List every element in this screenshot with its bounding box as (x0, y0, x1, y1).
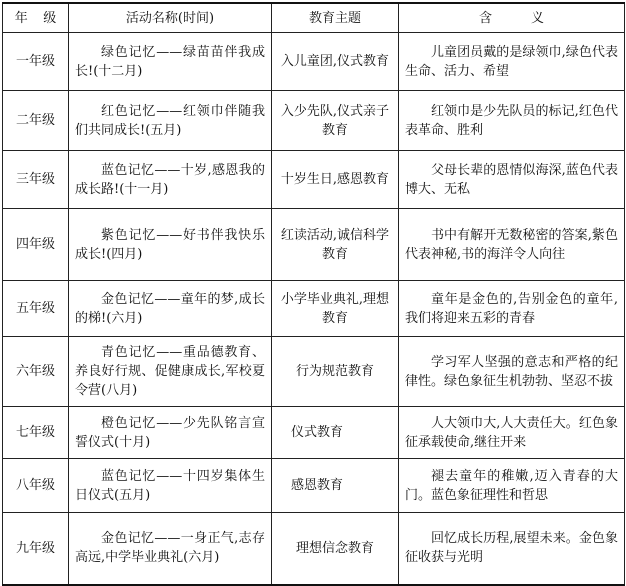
table-row (3, 281, 625, 337)
activity-cell: 蓝色记忆——十四岁集体生日仪式(五月) (69, 459, 272, 513)
grade-cell: 二年级 (3, 91, 69, 151)
theme-cell: 红读活动,诚信科学教育 (272, 209, 399, 281)
grade-cell: 九年级 (3, 513, 69, 585)
theme-cell: 十岁生日,感恩教育 (272, 151, 399, 209)
activity-cell: 紫色记忆——好书伴我快乐成长!(四月) (69, 209, 272, 281)
meaning-cell: 学习军人坚强的意志和严格的纪律性。绿色象征生机勃勃、坚忍不拔 (399, 337, 625, 407)
growth-memory-table (2, 2, 625, 586)
meaning-cell: 褪去童年的稚嫩,迈入青春的大门。蓝色象征理性和哲思 (399, 459, 625, 513)
meaning-cell: 人大领巾大,人大责任大。红色象征承载使命,继往开来 (399, 407, 625, 459)
table-row (3, 407, 625, 459)
header-activity: 活动名称(时间) (69, 3, 272, 33)
table-row (3, 209, 625, 281)
grade-cell: 四年级 (3, 209, 69, 281)
theme-cell: 仪式教育 (272, 407, 399, 459)
activity-cell: 橙色记忆——少先队铭言宣誓仪式(十月) (69, 407, 272, 459)
activity-cell: 金色记忆——童年的梦,成长的梯!(六月) (69, 281, 272, 337)
grade-cell: 一年级 (3, 33, 69, 91)
grade-cell: 五年级 (3, 281, 69, 337)
grade-cell: 六年级 (3, 337, 69, 407)
table-row (3, 151, 625, 209)
theme-cell: 小学毕业典礼,理想教育 (272, 281, 399, 337)
table-row (3, 459, 625, 513)
meaning-cell: 父母长辈的恩情似海深,蓝色代表博大、无私 (399, 151, 625, 209)
header-grade: 年 级 (3, 3, 69, 33)
theme-cell: 入儿童团,仪式教育 (272, 33, 399, 91)
activity-cell: 红色记忆——红领巾伴随我们共同成长!(五月) (69, 91, 272, 151)
meaning-cell: 儿童团员戴的是绿领巾,绿色代表生命、活力、希望 (399, 33, 625, 91)
activity-cell: 青色记忆——重品德教育、养良好行规、促健康成长,军校夏令营(八月) (69, 337, 272, 407)
table-row (3, 33, 625, 91)
theme-cell: 感恩教育 (272, 459, 399, 513)
theme-cell: 行为规范教育 (272, 337, 399, 407)
table-row (3, 513, 625, 585)
activity-cell: 金色记忆——一身正气,志存高远,中学毕业典礼(六月) (69, 513, 272, 585)
grade-cell: 三年级 (3, 151, 69, 209)
header-theme: 教育主题 (272, 3, 399, 33)
meaning-cell: 回忆成长历程,展望未来。金色象征收获与光明 (399, 513, 625, 585)
activity-cell: 绿色记忆——绿苗苗伴我成长!(十二月) (69, 33, 272, 91)
meaning-cell: 红领巾是少先队员的标记,红色代表革命、胜利 (399, 91, 625, 151)
grade-cell: 八年级 (3, 459, 69, 513)
table-row (3, 337, 625, 407)
header-row (3, 3, 625, 33)
theme-cell: 理想信念教育 (272, 513, 399, 585)
theme-cell: 入少先队,仪式亲子教育 (272, 91, 399, 151)
meaning-cell: 童年是金色的,告别金色的童年,我们将迎来五彩的青春 (399, 281, 625, 337)
header-meaning: 含 义 (399, 3, 625, 33)
activity-cell: 蓝色记忆——十岁,感恩我的成长路!(十一月) (69, 151, 272, 209)
grade-cell: 七年级 (3, 407, 69, 459)
meaning-cell: 书中有解开无数秘密的答案,紫色代表神秘,书的海洋令人向往 (399, 209, 625, 281)
table-row (3, 91, 625, 151)
